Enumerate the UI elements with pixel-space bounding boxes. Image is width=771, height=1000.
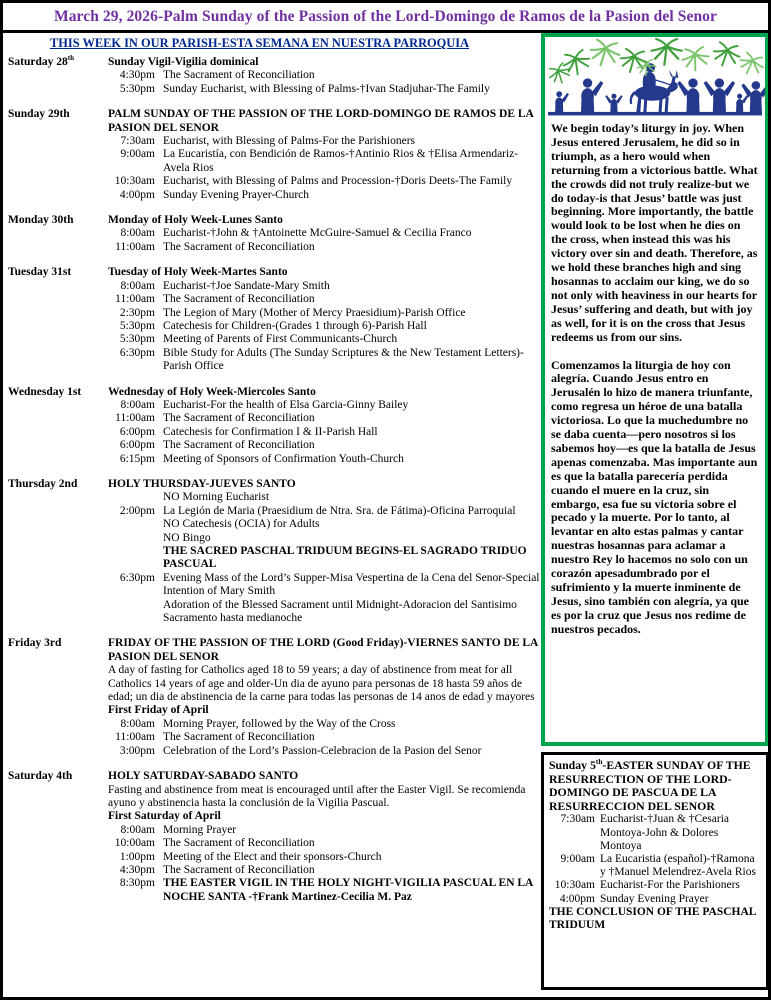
weekly-schedule-column <box>8 36 541 916</box>
event-description: The Sacrament of Reconciliation <box>163 293 315 306</box>
day-label: Sunday 29th <box>8 108 70 121</box>
event-row <box>108 439 541 452</box>
event-row <box>108 453 541 466</box>
heading-row: HOLY THURSDAY-JUEVES SANTO <box>108 477 296 490</box>
easter-event-row <box>549 879 761 892</box>
event-row <box>108 293 541 306</box>
note-row: NO Bingo <box>163 531 211 544</box>
event-time: 8:00am <box>120 398 155 411</box>
event-row <box>108 731 541 744</box>
event-description: Eucharist-For the health of Elsa Garcia-Ginny Bailey <box>163 398 409 411</box>
event-description: Eucharist-†John & †Antoinette McGuire-Samuel & Cecilia Franco <box>163 227 472 240</box>
event-time: 2:30pm <box>119 306 155 319</box>
event-description: The Legion of Mary (Mother of Mercy Praesidium)-Parish Office <box>163 306 466 319</box>
day-rows <box>108 637 541 758</box>
page-title: March 29, 2026-Palm Sunday of the Passion of the Lord-Domingo de Ramos de la Pasion del Senor <box>3 3 768 33</box>
day-section <box>8 266 541 373</box>
event-description: Morning Prayer, followed by the Way of the Cross <box>163 717 396 730</box>
event-time: 8:00am <box>120 823 155 836</box>
event-row <box>108 227 541 240</box>
event-row <box>108 851 541 864</box>
easter-heading: Sunday 5th-EASTER SUNDAY OF THE RESURRECTION OF THE LORD-DOMINGO DE PASCUA DE LA RESURRECCION DEL SENOR <box>549 757 751 813</box>
day-rows <box>108 108 541 202</box>
event-time: 4:30pm <box>119 69 155 82</box>
day-label: Wednesday 1st <box>8 385 82 398</box>
event-row <box>108 572 541 599</box>
event-row <box>108 135 541 148</box>
event-row <box>108 347 541 374</box>
event-description: THE EASTER VIGIL IN THE HOLY NIGHT-VIGILIA PASCUAL EN LA NOCHE SANTA -†Frank Martinez-Cecilia M. Paz <box>163 877 533 903</box>
event-description: Eucharist-†Joe Sandate-Mary Smith <box>163 279 330 292</box>
event-row <box>108 718 541 731</box>
event-row <box>108 877 541 904</box>
event-row <box>108 148 541 175</box>
event-time: 8:00am <box>120 227 155 240</box>
event-row <box>108 412 541 425</box>
event-row <box>108 837 541 850</box>
schedule-list <box>8 56 541 904</box>
text-row: Fasting and abstinence from meat is encouraged until after the Easter Vigil. Se recomienda ayuno y abstinencia hasta la conclusión de la Vigilia Pascual. <box>108 783 526 809</box>
event-description: Catechesis for Children-(Grades 1 through 6)-Parish Hall <box>163 319 427 332</box>
event-description: Bible Study for Adults (The Sunday Scriptures & the New Testament Letters)-Parish Office <box>163 346 524 373</box>
event-time: 10:00am <box>114 837 155 850</box>
event-time: 11:00am <box>115 293 155 306</box>
event-description: The Sacrament of Reconciliation <box>163 69 315 82</box>
event-time: 5:30pm <box>119 82 155 95</box>
event-description: Sunday Eucharist, with Blessing of Palms-†Ivan Stadjuhar-The Family <box>163 82 490 95</box>
event-time: 4:00pm <box>119 188 155 201</box>
bold-note-row: THE SACRED PASCHAL TRIDUUM BEGINS-EL SAGRADO TRIDUO PASCUAL <box>163 545 527 571</box>
event-time: 6:00pm <box>119 439 155 452</box>
day-section <box>8 770 541 904</box>
event-time: 3:00pm <box>119 744 155 757</box>
event-description: The Sacrament of Reconciliation <box>163 439 315 452</box>
event-row <box>108 745 541 758</box>
heading-row: Monday of Holy Week-Lunes Santo <box>108 214 283 227</box>
event-row <box>108 505 541 518</box>
day-section <box>8 637 541 758</box>
day-rows <box>108 386 541 466</box>
day-label: Tuesday 31st <box>8 266 72 279</box>
text-row: A day of fasting for Catholics aged 18 to 59 years; a day of abstinence from meat for all Catholics 14 years of age and older-Un dia de ayuno para personas de 18 hasta 59 años de edad; un dia de abstinencia de la carne para todas las personas de 14 anos de edad y mayores <box>108 664 535 704</box>
day-label: Saturday 4th <box>8 770 73 783</box>
event-description: The Sacrament of Reconciliation <box>163 412 315 425</box>
bold-text-row: First Saturday of April <box>108 810 221 823</box>
day-rows <box>108 56 541 96</box>
event-time: 6:15pm <box>119 452 155 465</box>
day-rows <box>108 214 541 254</box>
event-row <box>108 241 541 254</box>
event-description: Eucharist-†Juan & †Cesaria Montoya-John & Dolores Montoya <box>600 813 730 852</box>
reflection-english: We begin today’s liturgy in joy. When Jesus entered Jerusalem, he did so in triumph, as a hero would when returning from a victorious battle. What the crowds did not truly realize-but we do today-is that Jesus’ battle was just beginning. More importantly, the battle would look to be lost when he dies on the cross, when instead this was his victory over sin and death. Therefore, as we hold these branches high and sing hosannas to acclaim our king, we do so not only with heaviness in our hearts for Jesus’ suffering and death, but with joy as well, for it is on the cross that Jesus redeems us from our sins. <box>551 121 758 344</box>
event-description: Sunday Evening Prayer <box>600 892 709 905</box>
event-time: 7:30am <box>560 813 595 826</box>
event-time: 1:00pm <box>119 850 155 863</box>
day-section <box>8 478 541 625</box>
event-time: 8:00am <box>120 279 155 292</box>
event-time: 9:00am <box>560 852 595 865</box>
day-label: Thursday 2nd <box>8 477 78 490</box>
event-description: Eucharist-For the Parishioners <box>600 879 740 892</box>
event-row <box>108 426 541 439</box>
note-row: NO Morning Eucharist <box>163 491 270 504</box>
day-section <box>8 214 541 254</box>
event-row <box>108 399 541 412</box>
event-row <box>108 69 541 82</box>
event-description: Sunday Evening Prayer-Church <box>163 188 310 201</box>
event-time: 8:00am <box>120 717 155 730</box>
event-time: 6:30pm <box>119 571 155 584</box>
event-description: Eucharist, with Blessing of Palms and Procession-†Doris Deets-The Family <box>163 175 513 188</box>
easter-sunday-box <box>541 752 769 990</box>
reflection-spanish: Comenzamos la liturgia de hoy con alegría. Cuando Jesus entro en Jerusalén lo hizo de manera triunfante, como regresa un héroe de una batalla victoriosa. Lo que la muchedumbre no se daba cuenta—pero nosotros si los sabemos hoy—es que la batalla de Jesus apenas comenzaba. Mas importante aun es que la batalla parecería perdida cuando el muere en la cruz, sin embargo, esa fue su victoria sobre el pecado y la muerte. Por lo tanto, al levantar en alto estas palmas y cantar nuestras hosannas para aclamar a nuestro Rey lo hacemos no solo con un corazón apesadumbrado por el sufrimiento y la muerte inminente de Jesus, sino también con alegría, ya que es por la cruz que Jesus nos redime de nuestros pecados. <box>551 357 758 636</box>
day-rows <box>108 266 541 373</box>
event-time: 4:00pm <box>559 892 595 905</box>
event-time: 6:00pm <box>119 425 155 438</box>
event-description: La Eucaristia (español)-†Ramona y †Manuel Melendrez-Avela Rios <box>600 852 756 879</box>
event-description: Meeting of the Elect and their sponsors-Church <box>163 850 382 863</box>
event-row <box>108 333 541 346</box>
event-time: 8:30pm <box>119 877 155 890</box>
event-time: 11:00am <box>115 240 155 253</box>
event-description: La Legión de Maria (Praesidium de Ntra. Sra. de Fátima)-Oficina Parroquial <box>163 504 516 517</box>
event-time: 11:00am <box>115 412 155 425</box>
note-row: Adoration of the Blessed Sacrament until Midnight-Adoracion del Santisimo Sacramento hasta medianoche <box>163 598 517 625</box>
event-description: Morning Prayer <box>163 823 237 836</box>
day-rows <box>108 478 541 625</box>
event-row <box>108 175 541 188</box>
event-row <box>108 864 541 877</box>
day-section <box>8 386 541 466</box>
heading-row: Sunday Vigil-Vigilia dominical <box>108 56 259 68</box>
heading-row: Tuesday of Holy Week-Martes Santo <box>108 266 288 279</box>
event-row <box>108 280 541 293</box>
palm-sunday-reflection-box <box>541 33 769 746</box>
day-label: Friday 3rd <box>8 637 62 650</box>
palm-sunday-procession-illustration <box>545 37 765 119</box>
event-description: Catechesis for Confirmation I & II-Parish Hall <box>163 425 378 438</box>
day-section <box>8 56 541 96</box>
event-description: Eucharist, with Blessing of Palms-For the Parishioners <box>163 135 416 148</box>
event-time: 10:30am <box>114 175 155 188</box>
event-row <box>108 824 541 837</box>
week-heading: THIS WEEK IN OUR PARISH-ESTA SEMANA EN NUESTRA PARROQUIA <box>49 36 470 50</box>
event-description: Meeting of Parents of First Communicants-Church <box>163 333 398 346</box>
heading-row: PALM SUNDAY OF THE PASSION OF THE LORD-DOMINGO DE RAMOS DE LA PASION DEL SENOR <box>108 108 534 134</box>
event-description: Celebration of the Lord’s Passion-Celebracion de la Pasion del Senor <box>163 744 482 757</box>
event-description: The Sacrament of Reconciliation <box>163 837 315 850</box>
event-description: Evening Mass of the Lord’s Supper-Misa Vespertina de la Cena del Senor-Special Intention of Mary Smith <box>163 571 540 598</box>
event-description: Meeting of Sponsors of Confirmation Youth-Church <box>163 452 404 465</box>
event-row <box>108 189 541 202</box>
event-time: 4:30pm <box>119 863 155 876</box>
heading-row: HOLY SATURDAY-SABADO SANTO <box>108 770 299 783</box>
easter-event-row <box>549 813 761 853</box>
easter-events-list <box>549 813 761 905</box>
bulletin-content <box>3 33 768 993</box>
event-time: 6:30pm <box>119 346 155 359</box>
heading-row: Wednesday of Holy Week-Miercoles Santo <box>108 385 316 398</box>
event-description: The Sacrament of Reconciliation <box>163 863 315 876</box>
event-description: The Sacrament of Reconciliation <box>163 731 315 744</box>
event-time: 11:00am <box>115 731 155 744</box>
event-time: 5:30pm <box>119 333 155 346</box>
day-label: Saturday 28th <box>8 54 75 68</box>
event-time: 7:30am <box>120 135 155 148</box>
easter-footer: THE CONCLUSION OF THE PASCHAL TRIDUUM <box>549 905 756 931</box>
event-row <box>108 307 541 320</box>
easter-event-row <box>549 893 761 906</box>
day-label: Monday 30th <box>8 214 74 227</box>
event-description: La Eucaristía, con Bendición de Ramos-†Antinio Rios & †Elisa Armendariz-Avela Rios <box>163 148 519 174</box>
event-time: 5:30pm <box>119 319 155 332</box>
event-time: 10:30am <box>554 879 595 892</box>
heading-row: FRIDAY OF THE PASSION OF THE LORD (Good Friday)-VIERNES SANTO DE LA PASION DEL SENOR <box>108 637 538 663</box>
day-rows <box>108 770 541 904</box>
event-description: The Sacrament of Reconciliation <box>163 240 315 253</box>
event-time: 2:00pm <box>119 504 155 517</box>
easter-event-row <box>549 853 761 879</box>
bold-text-row: First Friday of April <box>108 704 209 717</box>
event-row <box>108 83 541 96</box>
day-section <box>8 108 541 202</box>
event-row <box>108 320 541 333</box>
event-time: 9:00am <box>120 148 155 161</box>
note-row: NO Catechesis (OCIA) for Adults <box>163 518 320 531</box>
